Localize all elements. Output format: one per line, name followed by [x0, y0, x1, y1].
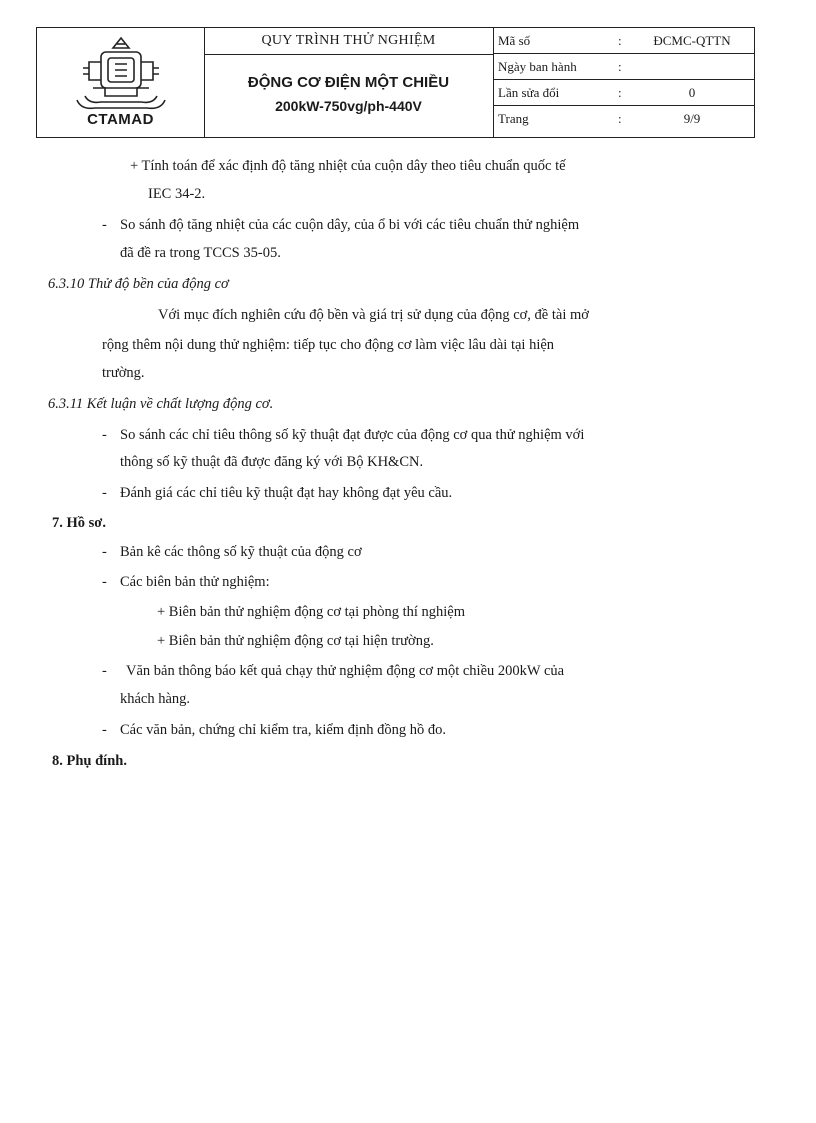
meta-row-issue-date: Ngày ban hành : [493, 54, 754, 80]
compare-line-1: So sánh độ tăng nhiệt của các cuộn dây, của ổ bi với các tiêu chuẩn thử nghiệm [120, 217, 580, 233]
product-spec: 200kW-750vg/ph-440V [275, 98, 422, 114]
s6310-paragraph-line-3: trường. [102, 365, 145, 381]
s6310-paragraph-line-2: rộng thêm nội dung thử nghiệm: tiếp tục cho động cơ làm việc lâu dài tại hiện [102, 337, 555, 353]
s7-sub-item-2: + Biên bản thử nghiệm động cơ tại hiện trường. [157, 633, 434, 649]
bullet-dash: - [102, 663, 107, 679]
meta-label: Mã số [498, 33, 531, 48]
meta-value: 9/9 [683, 111, 701, 126]
logo-cell [37, 28, 205, 137]
s6311-bullet-1-line-2: thông số kỹ thuật đã được đăng ký với Bộ KH&CN. [120, 454, 424, 470]
s7-bullet-3-line-2: khách hàng. [120, 691, 191, 707]
bullet-dash: - [102, 574, 107, 590]
section-6-3-10-heading: 6.3.10 Thử độ bền của động cơ [48, 276, 229, 292]
meta-value: 0 [688, 85, 696, 100]
meta-label: Lần sửa đổi [498, 85, 560, 100]
meta-row-revision: Lần sửa đổi : 0 [493, 80, 754, 106]
s7-sub-item-1: + Biên bản thử nghiệm động cơ tại phòng thí nghiệm [157, 604, 466, 620]
product-title: ĐỘNG CƠ ĐIỆN MỘT CHIỀU [247, 74, 450, 91]
s7-bullet-2: Các biên bản thử nghiệm: [120, 574, 270, 590]
company-logo-icon [71, 34, 171, 112]
calc-line-1: + Tính toán để xác định độ tăng nhiệt của cuộn dây theo tiêu chuẩn quốc tế [130, 158, 566, 174]
meta-label: Ngày ban hành [498, 59, 577, 74]
meta-cell [493, 28, 754, 137]
meta-label: Trang [498, 111, 529, 126]
section-6-3-11-heading: 6.3.11 Kết luận về chất lượng động cơ. [48, 396, 274, 412]
bullet-dash: - [102, 544, 107, 560]
bullet-dash: - [102, 217, 107, 233]
s6311-bullet-1-line-1: So sánh các chỉ tiêu thông số kỹ thuật đạt được của động cơ qua thử nghiệm với [120, 427, 585, 443]
meta-row-code: Mã số : ĐCMC-QTTN [493, 28, 754, 54]
s6310-paragraph-line-1: Với mục đích nghiên cứu độ bền và giá trị sử dụng của động cơ, đề tài mở [158, 307, 589, 323]
procedure-type: QUY TRÌNH THỬ NGHIỆM [204, 28, 493, 55]
title-cell [204, 28, 494, 137]
s7-bullet-1: Bản kê các thông số kỹ thuật của động cơ [120, 544, 362, 560]
s6311-bullet-2: Đánh giá các chỉ tiêu kỹ thuật đạt hay không đạt yêu cầu. [120, 485, 453, 501]
s7-bullet-4: Các văn bản, chứng chỉ kiểm tra, kiểm định đồng hồ đo. [120, 722, 446, 738]
s7-bullet-3-line-1: Văn bản thông báo kết quả chạy thử nghiệm động cơ một chiều 200kW của [126, 663, 565, 679]
bullet-dash: - [102, 722, 107, 738]
calc-line-2: IEC 34-2. [148, 186, 206, 202]
meta-row-page: Trang : 9/9 [493, 106, 754, 131]
section-7-heading: 7. Hồ sơ. [52, 515, 106, 531]
meta-value: ĐCMC-QTTN [653, 33, 731, 48]
section-8-heading: 8. Phụ đính. [52, 753, 127, 769]
compare-line-2: đã đề ra trong TCCS 35-05. [120, 245, 281, 261]
org-name: CTAMAD [87, 111, 154, 128]
document-header [36, 27, 755, 138]
bullet-dash: - [102, 485, 107, 501]
bullet-dash: - [102, 427, 107, 443]
